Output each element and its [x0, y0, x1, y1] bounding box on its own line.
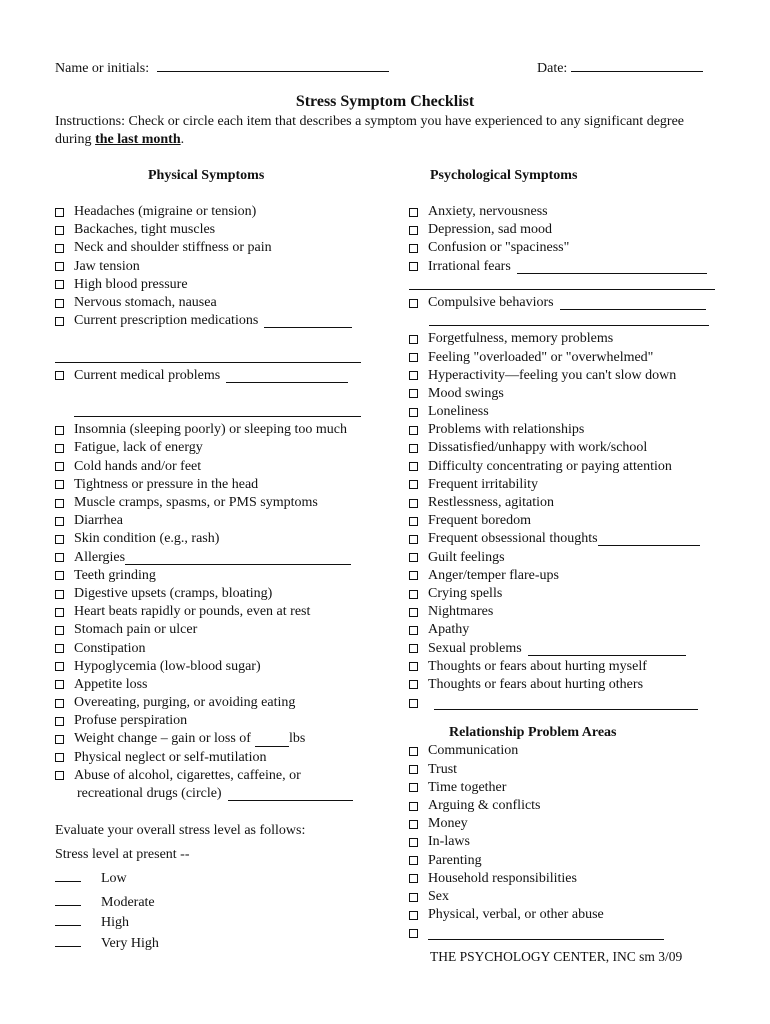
stress-level-label: Low — [101, 871, 127, 886]
item-label: Muscle cramps, spasms, or PMS symptoms — [74, 495, 318, 510]
item-label: Headaches (migraine or tension) — [74, 204, 257, 219]
checkbox[interactable] — [55, 753, 64, 762]
checklist-item — [409, 403, 729, 421]
checkbox[interactable] — [409, 462, 418, 471]
stress-level-blank[interactable] — [55, 912, 81, 926]
substances-line[interactable] — [228, 787, 353, 801]
stress-level-blank[interactable] — [55, 868, 81, 882]
checkbox[interactable] — [409, 426, 418, 435]
page-title: Stress Symptom Checklist — [295, 93, 475, 110]
item-label: Insomnia (sleeping poorly) or sleeping too much — [74, 422, 347, 438]
medications-continued-line[interactable] — [55, 349, 361, 363]
stress-level-blank[interactable] — [55, 892, 81, 906]
item-label: Mood swings — [428, 385, 504, 401]
checkbox[interactable] — [409, 299, 418, 308]
item-label: Cold hands and/or feet — [74, 458, 202, 474]
checklist-item — [55, 749, 375, 767]
checkbox[interactable] — [55, 699, 64, 708]
checkbox[interactable] — [55, 644, 64, 653]
checkbox[interactable] — [409, 499, 418, 508]
checkbox[interactable] — [55, 735, 64, 744]
item-label: Communication — [428, 743, 519, 759]
checklist-item — [55, 258, 375, 276]
item-label: Anger/temper flare-ups — [428, 567, 559, 583]
checklist-item — [409, 888, 729, 906]
item-label: Nightmares — [428, 604, 494, 620]
item-label: Overeating, purging, or avoiding eating — [74, 695, 296, 711]
checklist-item — [409, 258, 729, 276]
checklist-item — [409, 458, 729, 476]
checkbox[interactable] — [55, 426, 64, 435]
stress-level-option — [55, 868, 159, 889]
irrational-fears-line[interactable] — [517, 260, 707, 274]
medical-problems-line[interactable] — [226, 369, 348, 383]
item-label: Constipation — [74, 640, 146, 656]
item-label: Compulsive behaviors — [428, 294, 554, 310]
checklist-item — [55, 476, 375, 494]
item-label: Anxiety, nervousness — [428, 204, 548, 219]
checkbox[interactable] — [409, 208, 418, 217]
checkbox[interactable] — [55, 771, 64, 780]
checklist-item — [55, 603, 375, 621]
name-input-line[interactable] — [157, 58, 389, 72]
checklist-item — [55, 694, 375, 712]
evaluate-text: Evaluate your overall stress level as follows: — [55, 823, 306, 838]
item-label: Arguing & conflicts — [428, 798, 541, 813]
item-label: High blood pressure — [74, 276, 188, 292]
checklist-item — [55, 676, 375, 694]
checklist-item — [409, 761, 729, 779]
checkbox[interactable] — [55, 444, 64, 453]
checkbox[interactable] — [55, 590, 64, 599]
item-label: Problems with relationships — [428, 422, 585, 438]
checklist-item — [409, 330, 729, 348]
physical-group-1 — [55, 203, 375, 330]
blank-row — [55, 349, 375, 367]
checkbox[interactable] — [55, 626, 64, 635]
checkbox[interactable] — [409, 353, 418, 362]
item-label: Tightness or pressure in the head — [74, 476, 259, 492]
checkbox[interactable] — [409, 838, 418, 847]
blank-row — [409, 312, 729, 330]
item-label: Current medical problems — [74, 367, 221, 383]
checklist-item — [55, 439, 375, 457]
stress-present-text: Stress level at present -- — [55, 847, 190, 862]
item-label: Stomach pain or ulcer — [74, 622, 198, 638]
physical-column — [55, 203, 375, 803]
checkbox[interactable] — [409, 626, 418, 635]
checklist-item — [409, 476, 729, 494]
item-label: Money — [428, 816, 468, 832]
blank-row — [55, 403, 375, 421]
item-label: recreational drugs (circle) — [77, 786, 222, 801]
checklist-item — [55, 730, 375, 748]
footer-credit: THE PSYCHOLOGY CENTER, INC sm 3/09 — [430, 949, 683, 964]
item-label: In-laws — [428, 834, 470, 850]
obsessional-thoughts-line[interactable] — [598, 532, 700, 546]
checklist-item — [409, 530, 729, 548]
weight-unit: lbs — [288, 731, 306, 747]
checklist-item — [55, 276, 375, 294]
stress-level-option — [55, 933, 159, 954]
item-label: Jaw tension — [74, 258, 140, 274]
stress-level-options — [55, 868, 159, 953]
item-label: Sex — [428, 888, 449, 904]
blank-row — [409, 276, 729, 294]
item-label: Time together — [428, 779, 507, 795]
checkbox[interactable] — [409, 590, 418, 599]
checkbox[interactable] — [55, 717, 64, 726]
instructions-line-2 — [55, 132, 184, 148]
checkbox[interactable] — [55, 662, 64, 671]
checkbox[interactable] — [409, 662, 418, 671]
stress-level-label: Very High — [101, 935, 159, 951]
checkbox[interactable] — [409, 535, 418, 544]
item-label: Abuse of alcohol, cigarettes, caffeine, or — [74, 767, 301, 783]
checklist-item-other — [409, 924, 729, 942]
checklist-item — [409, 640, 729, 658]
checkbox[interactable] — [409, 644, 418, 653]
checklist-item — [409, 385, 729, 403]
psychological-group-4 — [409, 658, 729, 694]
checklist-item — [55, 567, 375, 585]
physical-group-2 — [55, 421, 375, 730]
checkbox[interactable] — [409, 783, 418, 792]
item-label: Teeth grinding — [74, 567, 156, 583]
checkbox[interactable] — [55, 535, 64, 544]
relationship-items — [409, 742, 729, 924]
checklist-item — [55, 294, 375, 312]
checklist-item — [409, 742, 729, 760]
checklist-item — [409, 439, 729, 457]
item-label: Profuse perspiration — [74, 713, 188, 729]
sexual-problems-line[interactable] — [528, 642, 686, 656]
item-label: Guilt feelings — [428, 549, 505, 565]
item-label: Forgetfulness, memory problems — [428, 331, 614, 347]
checklist-item — [409, 658, 729, 676]
checklist-item — [409, 797, 729, 815]
checklist-item — [409, 239, 729, 257]
item-label: Depression, sad mood — [428, 222, 553, 238]
checklist-item — [55, 585, 375, 603]
checkbox[interactable] — [55, 371, 64, 380]
checkbox[interactable] — [409, 244, 418, 253]
weight-amount-line[interactable] — [255, 733, 289, 747]
checkbox[interactable] — [55, 299, 64, 308]
checklist-item — [409, 349, 729, 367]
checkbox[interactable] — [409, 911, 418, 920]
checklist-item — [409, 779, 729, 797]
item-label: Frequent irritability — [428, 476, 539, 492]
other-symptom-line[interactable] — [434, 696, 698, 710]
item-label: Dissatisfied/unhappy with work/school — [428, 440, 648, 456]
psychological-group-3 — [409, 567, 729, 640]
checkbox[interactable] — [55, 571, 64, 580]
checklist-item — [55, 530, 375, 548]
checklist-item — [55, 767, 375, 785]
item-label: Allergies — [74, 549, 126, 565]
checklist-item — [55, 367, 375, 385]
checkbox[interactable] — [55, 462, 64, 471]
checklist-item — [409, 203, 729, 221]
name-label: Name or initials: — [55, 61, 150, 76]
checklist-item — [409, 906, 729, 924]
item-label: Thoughts or fears about hurting myself — [428, 658, 647, 674]
checklist-item — [409, 585, 729, 603]
checklist-item — [409, 294, 729, 312]
checkbox[interactable] — [409, 929, 418, 938]
item-label: Appetite loss — [74, 676, 148, 692]
checklist-item — [409, 621, 729, 639]
checkbox[interactable] — [409, 480, 418, 489]
item-label: Neck and shoulder stiffness or pain — [74, 240, 272, 256]
checkbox[interactable] — [55, 262, 64, 271]
item-label: Frequent boredom — [428, 513, 532, 529]
checklist-item — [409, 221, 729, 239]
date-field-row — [537, 58, 703, 77]
stress-level-label: High — [101, 915, 129, 930]
checklist-item — [409, 494, 729, 512]
checkbox[interactable] — [55, 208, 64, 217]
checkbox[interactable] — [409, 874, 418, 883]
psychological-group-2 — [409, 330, 729, 530]
item-label: Sexual problems — [428, 640, 522, 656]
checklist-item — [409, 567, 729, 585]
checklist-item — [55, 458, 375, 476]
item-label: Weight change – gain or loss of — [74, 731, 251, 747]
stress-level-option — [55, 912, 159, 933]
checkbox[interactable] — [55, 499, 64, 508]
checkbox[interactable] — [55, 317, 64, 326]
stress-level-option — [55, 892, 159, 913]
checkbox[interactable] — [409, 765, 418, 774]
item-label: Frequent obsessional thoughts — [428, 531, 598, 547]
checkbox[interactable] — [409, 856, 418, 865]
checklist-item — [409, 815, 729, 833]
item-label: Trust — [428, 761, 458, 777]
checklist-item — [409, 852, 729, 870]
checklist-item — [55, 239, 375, 257]
checkbox[interactable] — [409, 608, 418, 617]
checkbox[interactable] — [409, 517, 418, 526]
irrational-fears-continued-line[interactable] — [409, 276, 715, 290]
checklist-item — [55, 203, 375, 221]
checkbox[interactable] — [409, 571, 418, 580]
item-label: Hyperactivity—feeling you can't slow down — [428, 367, 677, 383]
checkbox[interactable] — [55, 280, 64, 289]
checklist-item — [55, 221, 375, 239]
item-label: Skin condition (e.g., rash) — [74, 531, 220, 547]
psychological-column — [409, 203, 729, 943]
item-label: Fatigue, lack of energy — [74, 440, 203, 456]
checklist-item-other — [409, 694, 729, 712]
checkbox[interactable] — [409, 820, 418, 829]
item-label: Nervous stomach, nausea — [74, 294, 217, 310]
stress-level-blank[interactable] — [55, 933, 81, 947]
item-label: Physical neglect or self-mutilation — [74, 749, 267, 765]
checkbox[interactable] — [409, 680, 418, 689]
checkbox[interactable] — [409, 553, 418, 562]
checkbox[interactable] — [409, 802, 418, 811]
checkbox[interactable] — [409, 444, 418, 453]
item-label: Loneliness — [428, 404, 489, 420]
checkbox[interactable] — [409, 335, 418, 344]
checklist-item — [55, 658, 375, 676]
blank-row — [55, 385, 375, 403]
checkbox[interactable] — [55, 244, 64, 253]
item-label: Diarrhea — [74, 513, 123, 529]
checklist-item — [55, 621, 375, 639]
item-label: Crying spells — [428, 585, 503, 601]
checkbox[interactable] — [55, 608, 64, 617]
checklist-item — [55, 312, 375, 330]
checkbox[interactable] — [55, 680, 64, 689]
item-label: Hypoglycemia (low-blood sugar) — [74, 658, 261, 674]
item-label: Irrational fears — [428, 258, 511, 274]
checklist-item — [409, 603, 729, 621]
checklist-item — [55, 512, 375, 530]
item-label: Feeling "overloaded" or "overwhelmed" — [428, 349, 654, 365]
checklist-item — [55, 640, 375, 658]
checklist-item — [55, 421, 375, 439]
item-label: Difficulty concentrating or paying attention — [428, 458, 672, 474]
date-label: Date: — [537, 61, 568, 76]
item-label: Current prescription medications — [74, 313, 259, 329]
checkbox[interactable] — [55, 480, 64, 489]
item-label: Physical, verbal, or other abuse — [428, 907, 604, 923]
checklist-item-continued — [55, 785, 375, 803]
item-label: Digestive upsets (cramps, bloating) — [74, 585, 273, 601]
medical-problems-continued-line[interactable] — [74, 403, 361, 417]
instructions-emphasis: the last month — [95, 132, 181, 147]
checkbox[interactable] — [409, 389, 418, 398]
checkbox[interactable] — [409, 893, 418, 902]
checklist-item — [55, 494, 375, 512]
instructions-during: during — [55, 132, 92, 147]
item-label: Apathy — [428, 622, 470, 638]
physical-heading: Physical Symptoms — [148, 168, 265, 183]
medications-line[interactable] — [264, 314, 352, 328]
allergies-line[interactable] — [125, 551, 351, 565]
checkbox[interactable] — [55, 553, 64, 562]
item-label: Restlessness, agitation — [428, 495, 554, 510]
stress-level-label: Moderate — [101, 894, 155, 910]
checkbox[interactable] — [409, 408, 418, 417]
checklist-item — [409, 367, 729, 385]
compulsive-behaviors-continued-line[interactable] — [429, 312, 709, 326]
checklist-item — [409, 512, 729, 530]
psychological-group-1 — [409, 203, 729, 258]
checkbox[interactable] — [409, 699, 418, 708]
checklist-item — [55, 549, 375, 567]
checkbox[interactable] — [55, 226, 64, 235]
checklist-item — [409, 676, 729, 694]
item-label: Parenting — [428, 852, 482, 868]
checkbox[interactable] — [409, 262, 418, 271]
item-label: Backaches, tight muscles — [74, 222, 216, 238]
checklist-item — [409, 870, 729, 888]
relationship-heading: Relationship Problem Areas — [449, 725, 617, 741]
item-label: Confusion or "spaciness" — [428, 240, 570, 256]
item-label: Heart beats rapidly or pounds, even at rest — [74, 604, 311, 620]
checklist-item — [409, 549, 729, 567]
psychological-heading: Psychological Symptoms — [430, 168, 578, 183]
date-input-line[interactable] — [571, 58, 703, 72]
checklist-item — [409, 833, 729, 851]
checkbox[interactable] — [409, 747, 418, 756]
instructions-period: . — [180, 132, 185, 147]
checkbox[interactable] — [409, 371, 418, 380]
checkbox[interactable] — [55, 517, 64, 526]
item-label: Thoughts or fears about hurting others — [428, 676, 644, 692]
checklist-item — [409, 421, 729, 439]
checklist-item — [55, 712, 375, 730]
item-label: Household responsibilities — [428, 870, 577, 886]
other-relationship-line[interactable] — [428, 926, 664, 940]
compulsive-behaviors-line[interactable] — [560, 296, 706, 310]
instructions-line-1: Instructions: Check or circle each item that describes a symptom you have experienced to any significant degree — [55, 114, 684, 129]
checkbox[interactable] — [409, 226, 418, 235]
blank-row — [55, 330, 375, 348]
name-field-row — [55, 58, 389, 77]
